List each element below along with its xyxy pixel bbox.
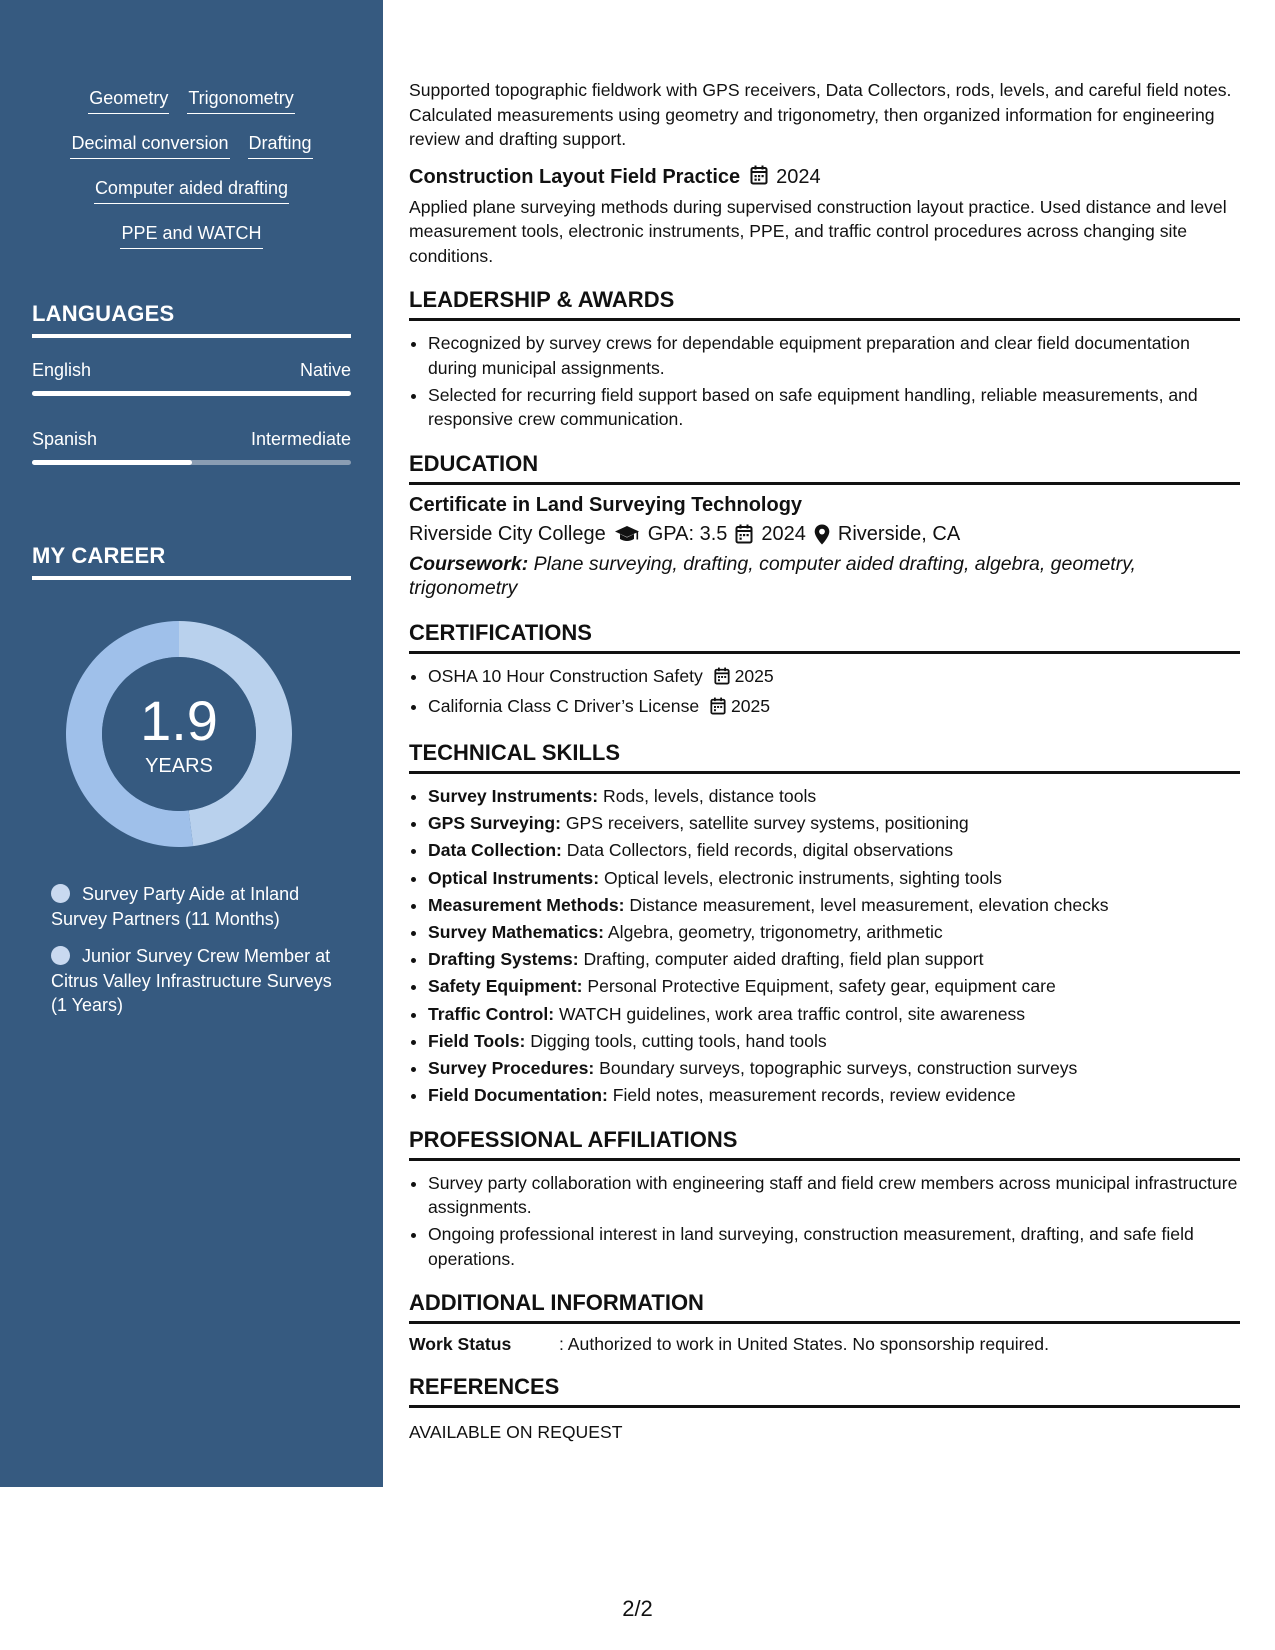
languages-heading: LANGUAGES xyxy=(32,301,351,338)
skill-text: Digging tools, cutting tools, hand tools xyxy=(525,1030,827,1051)
career-years-value: 1.9 xyxy=(140,689,218,752)
page-number: 2/2 xyxy=(622,1596,653,1621)
skill-chip: Decimal conversion xyxy=(70,131,229,159)
skill-label: GPS Surveying: xyxy=(428,813,561,834)
leadership-list xyxy=(409,331,1240,432)
skill-text: Personal Protective Equipment, safety gear, equipment care xyxy=(582,976,1056,997)
career-item-text: Junior Survey Crew Member at Citrus Valley Infrastructure Surveys (1 Years) xyxy=(51,946,332,1015)
calendar-icon xyxy=(714,667,730,692)
education-school: Riverside City College xyxy=(409,522,606,545)
skill-chip: Trigonometry xyxy=(187,86,294,114)
career-donut xyxy=(66,621,292,847)
technical-skills-heading: TECHNICAL SKILLS xyxy=(409,740,1240,774)
skill-label: Field Documentation: xyxy=(428,1085,608,1106)
list-item: • Selected for recurring field support based on safe equipment handling, reliable measurements, and responsive crew communication. xyxy=(428,383,1240,432)
language-level: Native xyxy=(299,360,351,380)
experience-summary: Supported topographic fieldwork with GPS receivers, Data Collectors, rods, levels, and careful field notes. Calculated measurements using geometry and trigonometry, then organized information for engineering review and drafting support. xyxy=(409,80,1232,149)
references-text: AVAILABLE ON REQUEST xyxy=(409,1422,623,1443)
skill-text: GPS receivers, satellite survey systems, positioning xyxy=(560,813,969,834)
language-spanish xyxy=(32,427,351,465)
coursework-text: Plane surveying, drafting, computer aided drafting, algebra, geometry, trigonometry xyxy=(409,552,1136,599)
leadership-heading: LEADERSHIP & AWARDS xyxy=(409,287,1240,321)
language-level: Intermediate xyxy=(250,429,351,449)
education-gpa: GPA: 3.5 xyxy=(647,522,728,545)
skill-label: Measurement Methods: xyxy=(428,894,625,915)
skill-text: Optical levels, electronic instruments, sighting tools xyxy=(599,867,1002,888)
technical-skill-item xyxy=(428,866,1240,891)
skill-label: Survey Mathematics: xyxy=(428,921,605,942)
career-item xyxy=(51,944,341,1018)
certification-name: OSHA 10 Hour Construction Safety xyxy=(428,665,703,686)
practice-title: Construction Layout Field Practice xyxy=(409,166,741,188)
certification-year: 2025 xyxy=(730,695,771,716)
skill-chip-row xyxy=(0,131,383,176)
skill-chip: PPE and WATCH xyxy=(120,221,262,249)
skill-chip-row xyxy=(0,86,383,131)
technical-skill-item xyxy=(428,811,1240,836)
skill-label: Optical Instruments: xyxy=(428,867,600,888)
technical-skill-item xyxy=(428,893,1240,918)
list-item: • Ongoing professional interest in land surveying, construction measurement, drafting, and safe field operations. xyxy=(428,1222,1240,1271)
technical-skills-list xyxy=(409,784,1240,1108)
language-name: Spanish xyxy=(32,429,98,449)
skill-chip-row xyxy=(0,176,383,221)
skill-chip: Geometry xyxy=(88,86,169,114)
technical-skill-item xyxy=(428,1056,1240,1081)
education-title: Certificate in Land Surveying Technology xyxy=(409,493,803,516)
certifications-heading: CERTIFICATIONS xyxy=(409,620,1240,654)
skill-chip: Drafting xyxy=(248,131,313,159)
skill-text: WATCH guidelines, work area traffic control, site awareness xyxy=(554,1003,1026,1024)
certification-item xyxy=(428,694,1240,722)
skill-text: Boundary surveys, topographic surveys, construction surveys xyxy=(594,1057,1078,1078)
work-status-row xyxy=(409,1334,1240,1355)
education-location: Riverside, CA xyxy=(837,522,961,545)
bullet-dot-icon xyxy=(51,884,70,903)
skill-label: Traffic Control: xyxy=(428,1003,555,1024)
certifications-list xyxy=(409,664,1240,722)
location-pin-icon xyxy=(814,524,830,545)
career-list xyxy=(51,882,341,1031)
additional-info-heading: ADDITIONAL INFORMATION xyxy=(409,1290,1240,1324)
skill-text: Distance measurement, level measurement, elevation checks xyxy=(624,894,1109,915)
technical-skill-item xyxy=(428,1083,1240,1108)
language-bar xyxy=(32,391,351,396)
graduation-cap-icon xyxy=(614,525,640,543)
list-item: • Survey party collaboration with engineering staff and field crew members across municipal infrastructure assignments. xyxy=(428,1171,1240,1220)
affiliations-list xyxy=(409,1171,1240,1272)
education-heading: EDUCATION xyxy=(409,451,1240,485)
career-item xyxy=(51,882,341,931)
education-details xyxy=(409,523,1240,546)
coursework-label: Coursework: xyxy=(409,552,529,575)
technical-skill-item xyxy=(428,1029,1240,1054)
certification-year: 2025 xyxy=(734,665,774,686)
career-item-text: Survey Party Aide at Inland Survey Partners (11 Months) xyxy=(51,884,300,929)
language-bar-fill xyxy=(32,391,351,396)
language-english xyxy=(32,358,351,396)
certification-item xyxy=(428,664,1240,692)
technical-skill-item xyxy=(428,784,1240,809)
technical-skill-item xyxy=(428,947,1240,972)
skill-text: Drafting, computer aided drafting, field plan support xyxy=(578,949,984,970)
skill-text: Rods, levels, distance tools xyxy=(598,786,817,806)
skill-label: Data Collection: xyxy=(428,840,562,861)
technical-skill-item xyxy=(428,1002,1240,1027)
career-years-label: YEARS xyxy=(145,755,213,777)
skill-label: Safety Equipment: xyxy=(428,976,583,997)
skill-label: Survey Procedures: xyxy=(428,1057,595,1078)
career-heading: MY CAREER xyxy=(32,543,351,580)
practice-description: Applied plane surveying methods during supervised construction layout practice. Used distance and level measurement tools, electronic instruments, PPE, and traffic control procedures across changing site conditions. xyxy=(409,196,1227,266)
skill-text: Algebra, geometry, trigonometry, arithmetic xyxy=(604,921,943,942)
education-year: 2024 xyxy=(761,522,806,545)
skill-label: Drafting Systems: xyxy=(428,949,579,970)
sidebar xyxy=(0,0,383,1487)
work-status-value: : Authorized to work in United States. No sponsorship required. xyxy=(559,1334,1049,1355)
coursework xyxy=(409,552,1240,601)
main-content xyxy=(409,78,1240,1443)
references-heading: REFERENCES xyxy=(409,1374,1240,1408)
skill-label: Survey Instruments: xyxy=(428,786,599,806)
language-bar-fill xyxy=(32,460,192,465)
calendar-icon xyxy=(710,697,726,722)
list-item: • Recognized by survey crews for dependable equipment preparation and clear field documentation during municipal assignments. xyxy=(428,331,1240,380)
language-bar xyxy=(32,460,351,465)
practice-entry-title xyxy=(409,165,1240,191)
skill-text: Field notes, measurement records, review evidence xyxy=(607,1085,1016,1106)
language-name: English xyxy=(32,360,92,380)
skill-chip-row xyxy=(0,221,383,266)
skill-chips xyxy=(0,86,383,266)
calendar-icon xyxy=(750,165,768,191)
affiliations-heading: PROFESSIONAL AFFILIATIONS xyxy=(409,1127,1240,1161)
bullet-dot-icon xyxy=(51,946,70,965)
practice-year: 2024 xyxy=(776,166,821,188)
work-status-label: Work Status xyxy=(409,1334,512,1355)
skill-text: Data Collectors, field records, digital observations xyxy=(561,840,954,861)
skill-label: Field Tools: xyxy=(428,1030,526,1051)
technical-skill-item xyxy=(428,920,1240,945)
technical-skill-item xyxy=(428,974,1240,999)
skill-chip: Computer aided drafting xyxy=(94,176,289,204)
calendar-icon xyxy=(735,524,753,544)
technical-skill-item xyxy=(428,838,1240,863)
certification-name: California Class C Driver’s License xyxy=(428,695,700,716)
